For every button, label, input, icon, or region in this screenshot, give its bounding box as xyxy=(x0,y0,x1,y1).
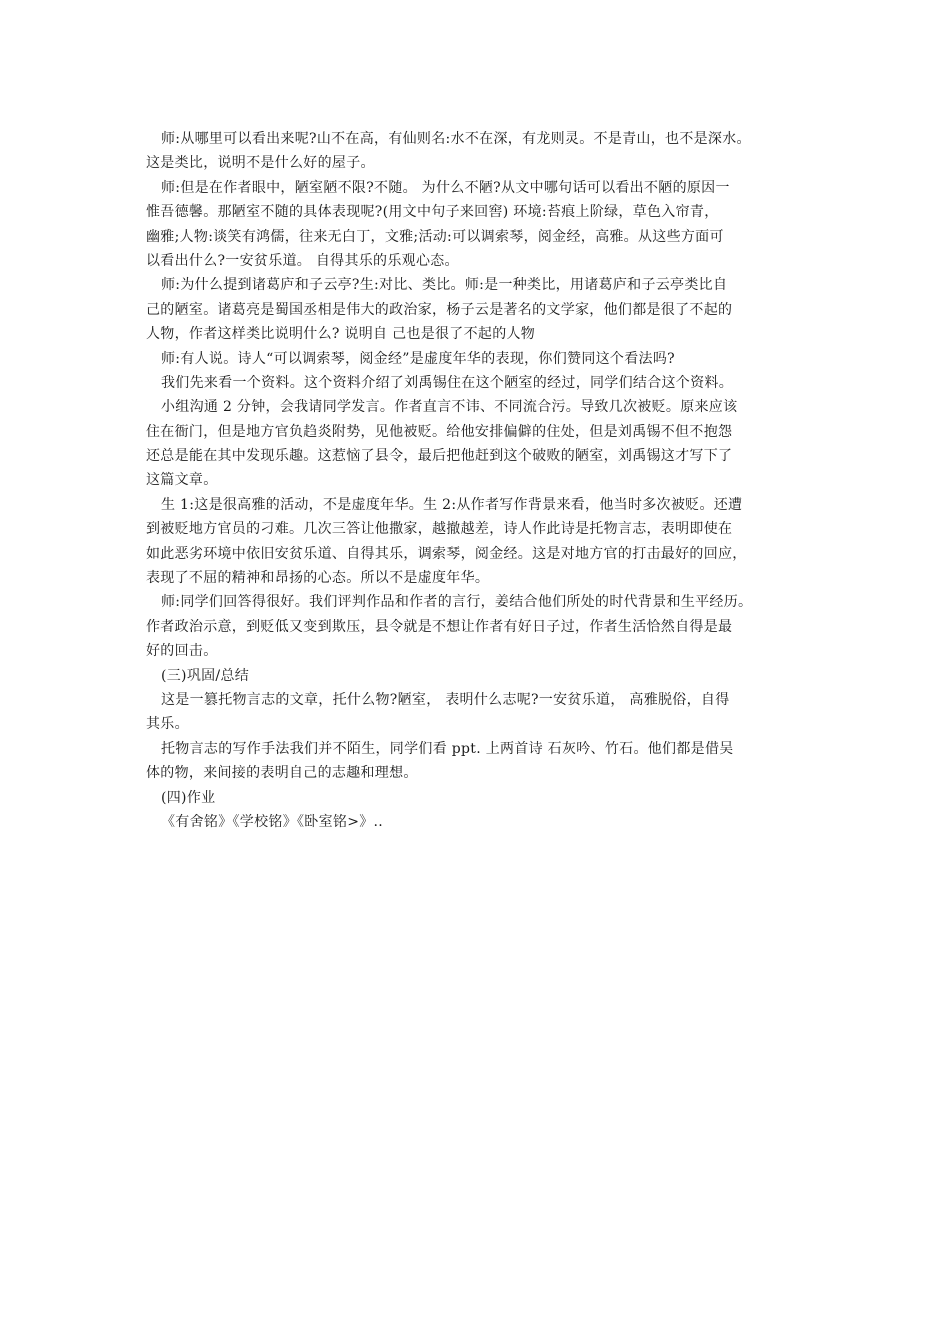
text-line: 这篇文章。 xyxy=(146,472,218,489)
text-line: 己的陋室。诸葛亮是蜀国丞相是伟大的政治家，杨子云是著名的文学家，他们都是很了不起的 xyxy=(146,301,733,318)
text-line: 如此恶劣环境中依旧安贫乐道、自得其乐，调索琴，阅金经。这是对地方官的打击最好的回应， xyxy=(146,545,747,562)
document-body xyxy=(146,127,826,834)
text-line: 幽雅;人物:谈笑有鸿儒，往来无白丁，文雅;活动:可以调索琴，阅金经，高雅。从这些方面可 xyxy=(146,228,724,245)
text-line: 师:从哪里可以看出来呢?山不在高，有仙则名:水不在深，有龙则灵。不是青山，也不是深水。 xyxy=(161,131,751,147)
text-line: 这是一篡托物言志的文章，托什么物?陋室， 表明什么志呢?一安贫乐道， 高雅脱俗，自得 xyxy=(161,691,730,708)
text-line: 作者政治示意，到贬低又变到欺压，县令就是不想让作者有好日子过，作者生活恰然自得是最 xyxy=(146,618,733,635)
text-line: 托物言志的写作手法我们并不陌生，同学们看 ppt. 上两首诗 石灰吟、竹石。他们都是借吴 xyxy=(161,740,734,757)
text-line: 以看出什么?一安贫乐道。 自得其乐的乐观心态。 xyxy=(146,252,459,269)
text-line: 小组沟通 2 分钟，会我请同学发言。作者直言不讳、不同流合污。导致几次被贬。原来应该 xyxy=(161,399,738,416)
text-line: 我们先来看一个资料。这个资料介绍了刘禹锡住在这个陋室的经过，同学们结合这个资料。 xyxy=(161,374,733,391)
text-line: 这是类比，说明不是什么好的屋子。 xyxy=(146,155,375,172)
text-line: 生 1:这是很高雅的活动，不是虚度年华。生 2:从作者写作背景来看，他当时多次被贬。还遭 xyxy=(161,496,743,513)
text-line: 师:有人说。诗人“可以调索琴，阅金经”是虚度年华的表现，你们赞同这个看法吗? xyxy=(161,350,675,367)
text-line: 住在衙门，但是地方官负趋炎附势，见他被贬。给他安排偏僻的住处，但是刘禹锡不但不抱怨 xyxy=(146,423,733,440)
text-line: 师:同学们回答得很好。我们评判作品和作者的言行，姜结合他们所处的时代背景和生平经历。 xyxy=(161,594,753,611)
text-line: 人物，作者这样类比说明什么? 说明自 己也是很了不起的人物 xyxy=(146,326,536,343)
text-line: 好的回击。 xyxy=(146,643,218,660)
text-line: 其乐。 xyxy=(146,716,189,733)
text-line: 惟吾德馨。那陋室不随的具体表现呢?(用文中句子来回窖) 环境:苔痕上阶绿，草色入帘青， xyxy=(146,204,719,221)
text-line: 师:为什么提到诸葛庐和子云亭?生:对比、类比。师:是一种类比，用诸葛庐和子云亭类比自 xyxy=(161,277,728,294)
text-line: 表现了不屈的精神和昂扬的心态。所以不是虚度年华。 xyxy=(146,570,490,587)
text-line: 到被贬地方官员的刁难。几次三答让他撒家，越撤越差，诗人作此诗是托物言志，表明即使在 xyxy=(146,521,733,538)
text-line: (三)巩固/总结 xyxy=(161,667,250,684)
text-line: 体的物，来间接的表明自己的志趣和理想。 xyxy=(146,765,418,782)
text-line: 还总是能在其中发现乐趣。这惹恼了县令，最后把他赶到这个破败的陋室，刘禹锡这才写下了 xyxy=(146,448,733,465)
text-line: 《有舍铭》《学校铭》《卧室铭>》.. xyxy=(161,813,384,830)
text-line: (四)作业 xyxy=(161,789,216,806)
text-line: 师:但是在作者眼中，陋室陋不限?不随。 为什么不陋?从文中哪句话可以看出不陋的原因一 xyxy=(161,179,730,196)
